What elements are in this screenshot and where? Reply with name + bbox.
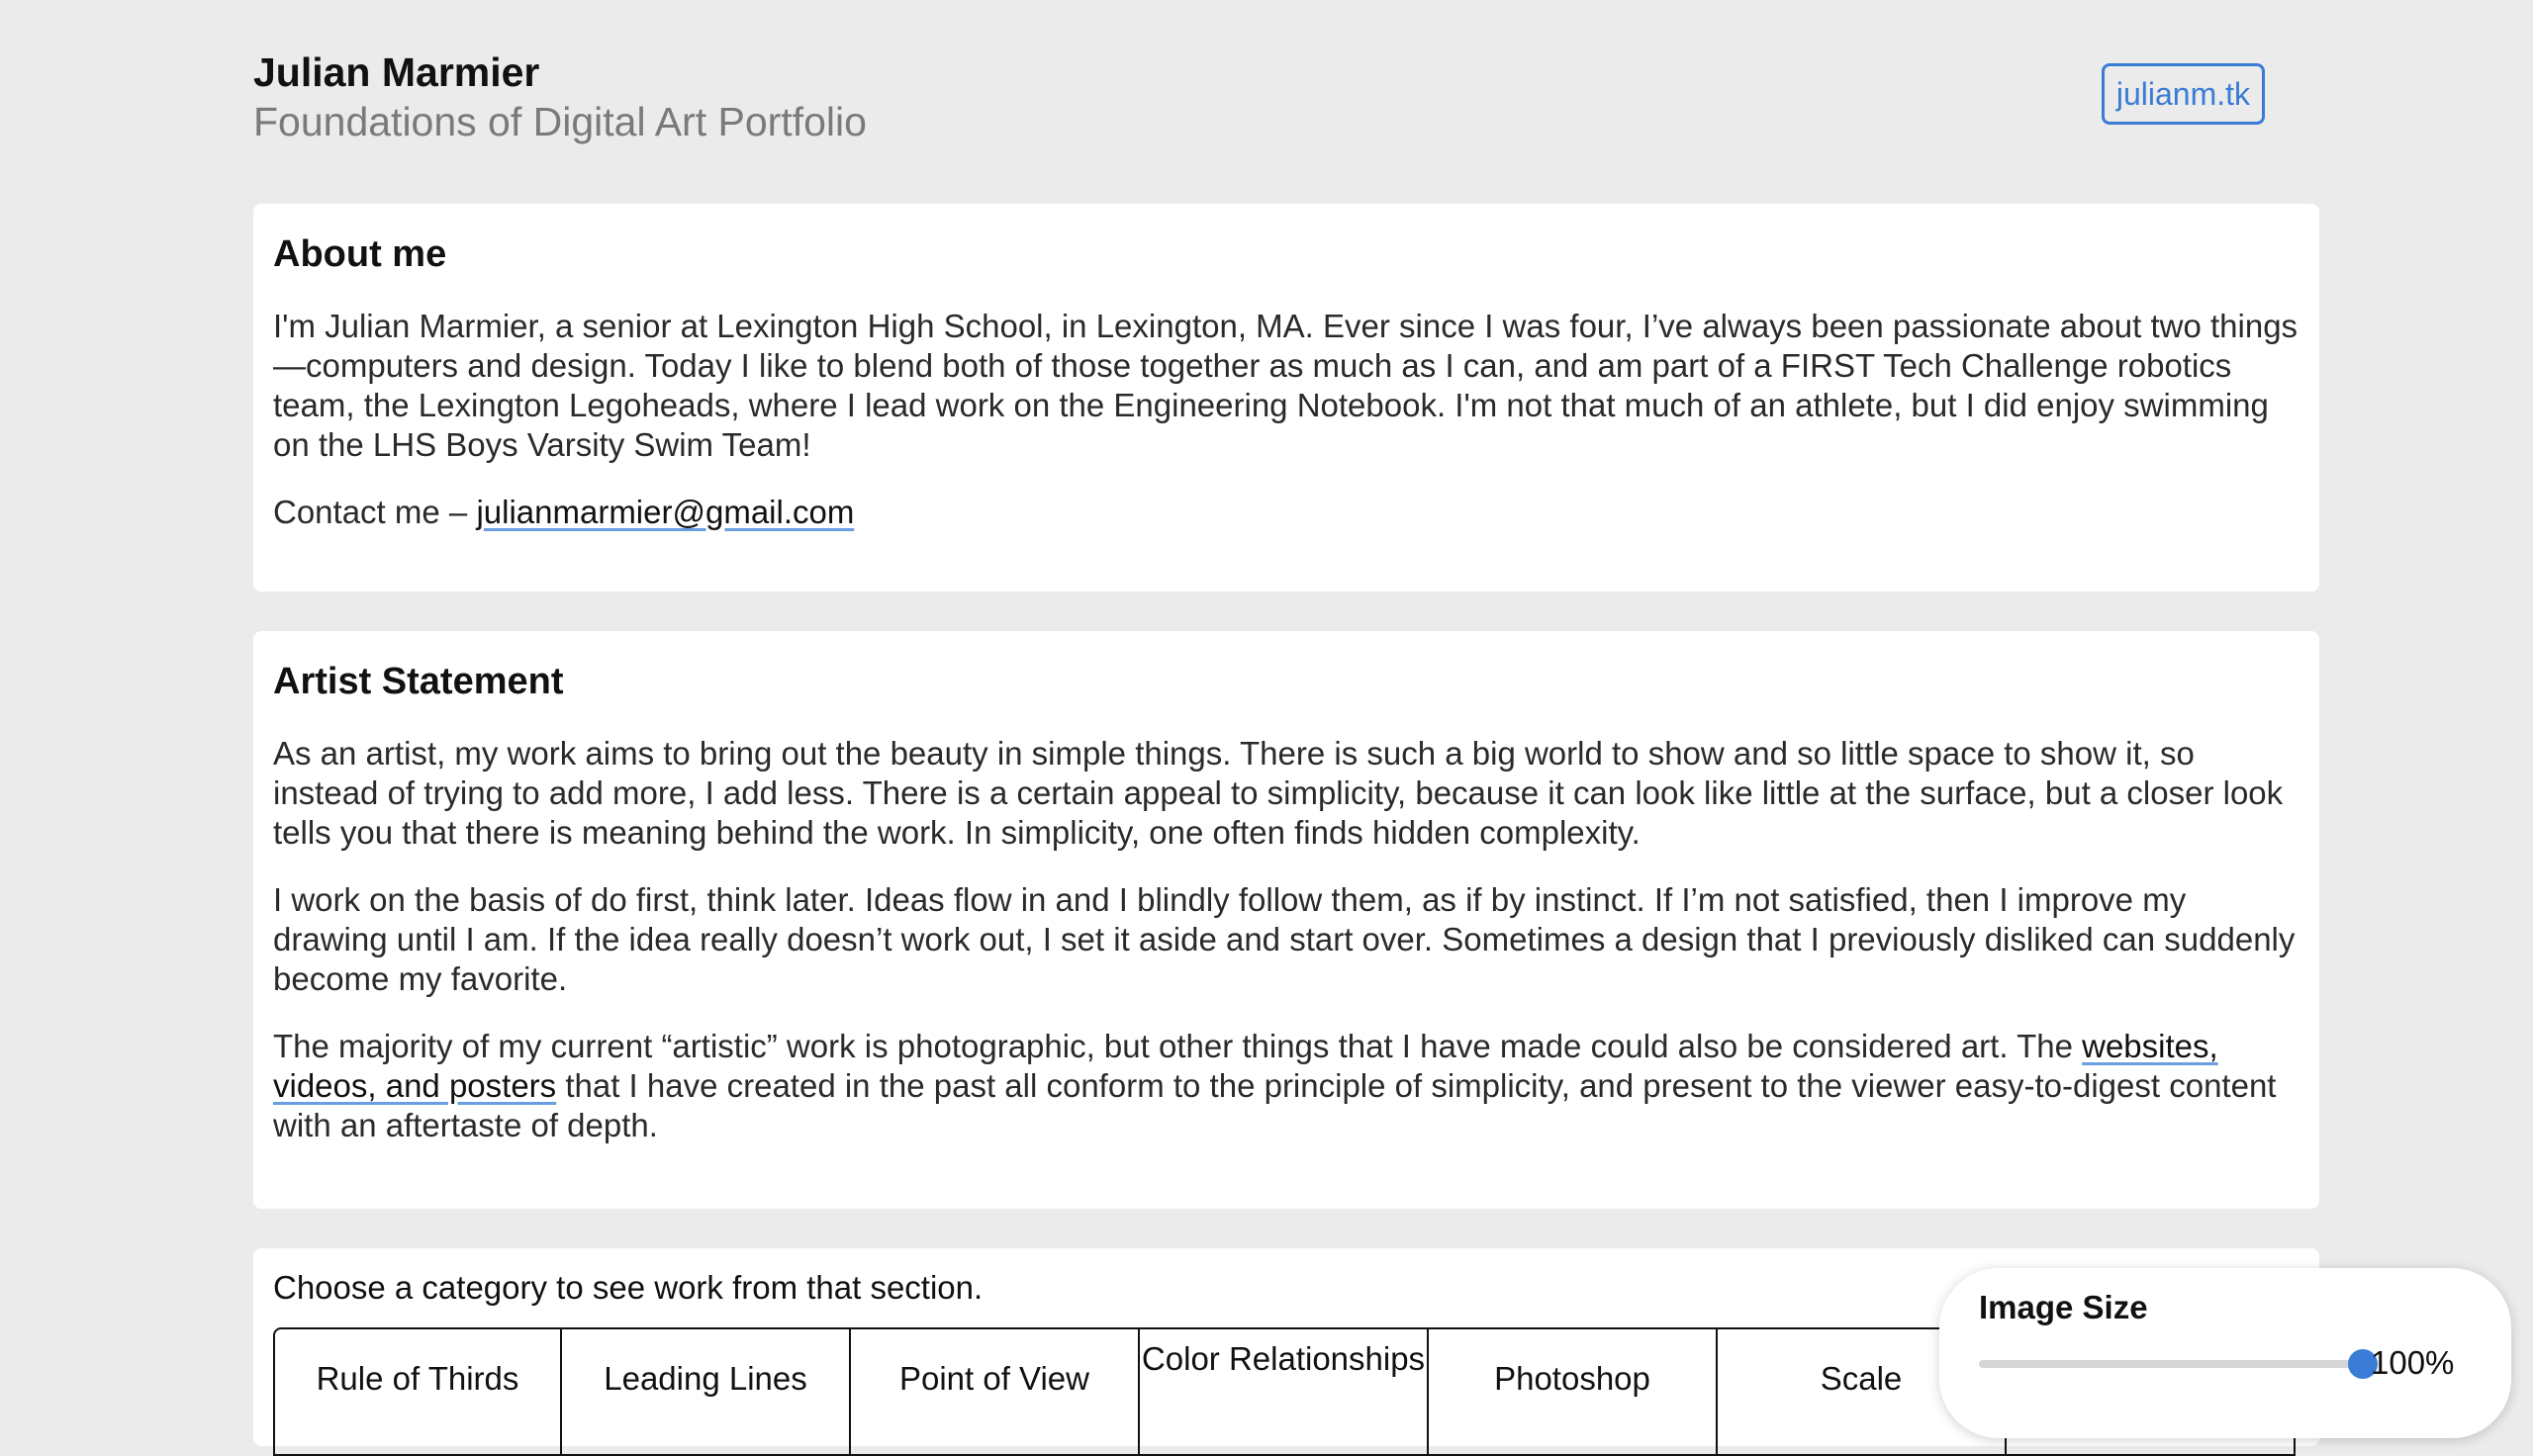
image-size-slider-row (1979, 1343, 2472, 1383)
page-header (253, 47, 2280, 146)
site-subtitle: Foundations of Digital Art Portfolio (253, 99, 867, 144)
tab-leading-lines[interactable]: Leading Lines (562, 1327, 851, 1456)
about-paragraph: I'm Julian Marmier, a senior at Lexington High School, in Lexington, MA. Ever since I was four, I’ve always been passionate about two things—computers and design. Today I like to blend both of those together as much as I can, and am part of a FIRST Tech Challenge robotics team, the Lexington Legoheads, where I lead work on the Engineering Notebook. I'm not that much of an athlete, but I did enjoy swimming on the LHS Boys Varsity Swim Team! (273, 308, 2298, 463)
site-link-button[interactable]: julianm.tk (2102, 63, 2265, 125)
tab-scale[interactable]: Scale (1718, 1327, 2007, 1456)
image-size-panel (1939, 1268, 2511, 1438)
image-size-slider-track[interactable] (1979, 1360, 2363, 1368)
artist-statement-paragraph-2: I work on the basis of do first, think later. Ideas flow in and I blindly follow them, as if by instinct. If I’m not satisfied, then I improve my drawing until I am. If the idea really doesn’t work out, I set it aside and start over. Sometimes a design that I previously disliked can suddenly become my favorite. (273, 881, 2296, 997)
site-name: Julian Marmier (253, 49, 540, 95)
categories-prompt: Choose a category to see work from that section. (273, 1269, 984, 1306)
artist-statement-paragraph-1: As an artist, my work aims to bring out the beauty in simple things. There is such a big world to show and so little space to show it, so instead of trying to add more, I add less. There is a certain appeal to simplicity, because it can look like little at the surface, but a closer look tells you that there is meaning behind the work. In simplicity, one often finds hidden complexity. (273, 735, 2284, 851)
tab-photoshop[interactable]: Photoshop (1429, 1327, 1718, 1456)
paragraph-3-before: The majority of my current “artistic” work is photographic, but other things that I have made could also be considered art. The (273, 1028, 2083, 1064)
artist-statement-paragraph-3 (273, 1027, 2299, 1145)
contact-prefix: Contact me – (273, 494, 477, 530)
websites-videos-posters-link[interactable]: websites, videos, and posters (273, 1028, 2218, 1104)
contact-email-link[interactable]: julianmarmier@gmail.com (476, 494, 855, 530)
about-title: About me (273, 233, 447, 275)
tab-point-of-view[interactable]: Point of View (851, 1327, 1140, 1456)
paragraph-3-after: that I have created in the past all conform to the principle of simplicity, and present to the viewer easy-to-digest content with an aftertaste of depth. (273, 1067, 2277, 1143)
about-card (253, 204, 2319, 592)
contact-line (273, 493, 2299, 532)
image-size-title: Image Size (1979, 1289, 2148, 1325)
image-size-value: 100% (2371, 1344, 2455, 1381)
tab-rule-of-thirds[interactable]: Rule of Thirds (273, 1327, 562, 1456)
artist-statement-title: Artist Statement (273, 661, 564, 702)
tab-color-relationships[interactable]: Color Relationships (1140, 1327, 1429, 1456)
artist-statement-card (253, 631, 2319, 1209)
